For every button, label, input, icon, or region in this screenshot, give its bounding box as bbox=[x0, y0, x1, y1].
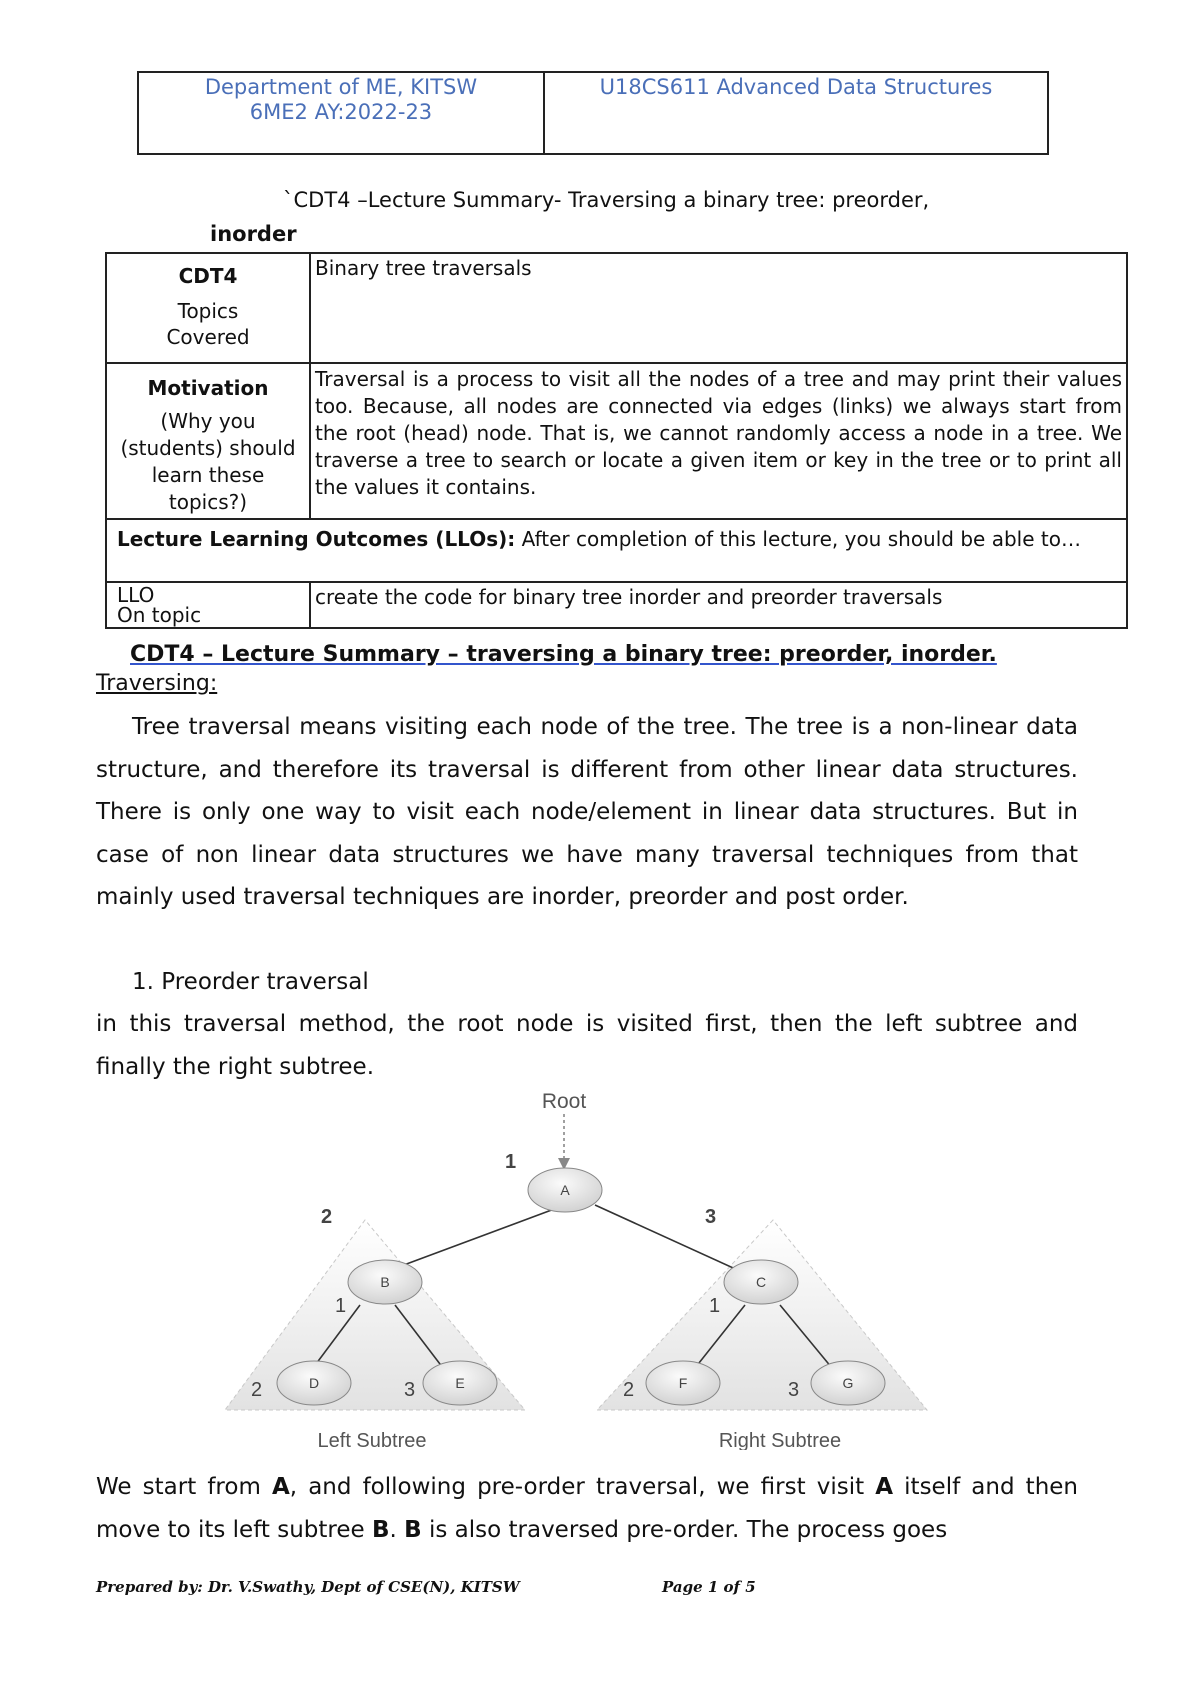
page-title-line2: inorder bbox=[210, 222, 297, 246]
node-a-label: A bbox=[560, 1182, 570, 1198]
node-b-label: B bbox=[380, 1274, 390, 1290]
department-cell bbox=[139, 73, 545, 153]
section-title: CDT4 – Lecture Summary – traversing a binary tree: preorder, inorder. bbox=[130, 642, 997, 667]
node-g-label: G bbox=[842, 1375, 854, 1391]
footer-prepared-by: Prepared by: Dr. V.Swathy, Dept of CSE(N), KITSW bbox=[96, 1578, 520, 1596]
llo-label: LLO bbox=[117, 583, 155, 607]
department-line2: 6ME2 AY:2022-23 bbox=[249, 100, 433, 124]
order-label-g: 3 bbox=[788, 1379, 800, 1401]
p3-text-4: . bbox=[389, 1516, 405, 1543]
motivation-label: Motivation bbox=[147, 376, 269, 400]
order-label-d: 2 bbox=[251, 1379, 263, 1401]
right-subtree-label: Right Subtree bbox=[718, 1430, 842, 1450]
header-box bbox=[137, 71, 1049, 155]
motivation-label-cell bbox=[106, 363, 310, 519]
order-label-c: 1 bbox=[709, 1295, 721, 1317]
node-b bbox=[348, 1260, 422, 1304]
node-d bbox=[277, 1361, 351, 1405]
topics-label: Topics Covered bbox=[166, 299, 250, 349]
paragraph-1 bbox=[96, 706, 1078, 919]
node-f bbox=[646, 1361, 720, 1405]
edge-a-b bbox=[385, 1205, 565, 1272]
topics-label-cell bbox=[106, 253, 310, 363]
cdt-label: CDT4 bbox=[178, 264, 238, 288]
motivation-text: Traversal is a process to visit all the nodes of a tree and may print their values too. Because, all nodes are connected via edges (links) we always start from the root (head) node. That is, we cannot randomly access a node in a tree. We traverse a tree to search or locate a given item or key in the tree or to print all the values it contains. bbox=[310, 363, 1127, 519]
course-cell: U18CS611 Advanced Data Structures bbox=[599, 75, 993, 99]
p3-text-2: , and following pre-order traversal, we first visit bbox=[289, 1474, 876, 1500]
llo-heading-row bbox=[106, 519, 1127, 582]
node-c bbox=[724, 1260, 798, 1304]
paragraph-3 bbox=[96, 1466, 1078, 1551]
node-e-label: E bbox=[455, 1375, 465, 1391]
order-label-b: 1 bbox=[335, 1295, 347, 1317]
order-label-right: 3 bbox=[705, 1206, 717, 1228]
topics-value: Binary tree traversals bbox=[310, 253, 1127, 363]
order-label-a: 1 bbox=[505, 1151, 517, 1173]
node-d-label: D bbox=[308, 1375, 320, 1391]
p3-text-5: is also traversed pre-order. The process goes bbox=[421, 1516, 948, 1543]
llo-sub: On topic bbox=[117, 603, 202, 627]
edge-a-c bbox=[595, 1205, 742, 1272]
llo-text: create the code for binary tree inorder and preorder traversals bbox=[310, 582, 1127, 628]
p3-bold-a-2: A bbox=[875, 1474, 894, 1500]
llo-label-cell bbox=[106, 582, 310, 628]
order-label-f: 2 bbox=[623, 1379, 635, 1401]
footer-page-number: Page 1 of 5 bbox=[662, 1578, 756, 1596]
node-c-label: C bbox=[755, 1274, 767, 1290]
paragraph-1-text: Tree traversal means visiting each node of the tree. The tree is a non-linear data structure, and therefore its traversal is different from other linear data structures. There is only one way to visit each node/element in linear data structures. But in case of non linear data structures we have many traversal techniques from that mainly used traversal techniques are inorder, preorder and post order. bbox=[96, 714, 1078, 910]
p3-bold-b: B bbox=[371, 1516, 390, 1543]
node-a bbox=[528, 1168, 602, 1212]
p3-bold-b-2: B bbox=[404, 1516, 422, 1543]
p3-text-3: itself and then move to its left subtree bbox=[96, 1474, 1079, 1543]
traversing-label: Traversing: bbox=[96, 671, 218, 696]
list-item-1: 1. Preorder traversal bbox=[132, 969, 369, 995]
preorder-tree-diagram bbox=[215, 1090, 935, 1450]
summary-table bbox=[105, 252, 1128, 629]
node-e bbox=[423, 1361, 497, 1405]
root-label: Root bbox=[541, 1090, 587, 1113]
order-label-left: 2 bbox=[321, 1206, 333, 1228]
llo-heading: Lecture Learning Outcomes (LLOs): bbox=[117, 527, 516, 551]
p3-text-1: We start from bbox=[96, 1474, 272, 1500]
left-subtree-label: Left Subtree bbox=[317, 1430, 427, 1450]
page-title-line1: `CDT4 –Lecture Summary- Traversing a binary tree: preorder, bbox=[283, 188, 930, 212]
motivation-sub: (Why you (students) should learn these topics?) bbox=[120, 409, 296, 514]
node-g bbox=[811, 1361, 885, 1405]
node-f-label: F bbox=[678, 1375, 688, 1391]
order-label-e: 3 bbox=[404, 1379, 416, 1401]
department-line1: Department of ME, KITSW bbox=[204, 75, 478, 99]
llo-intro: After completion of this lecture, you should be able to… bbox=[521, 527, 1081, 551]
p3-bold-a: A bbox=[271, 1474, 290, 1500]
paragraph-2: in this traversal method, the root node is visited first, then the left subtree and finally the right subtree. bbox=[96, 1011, 1078, 1080]
